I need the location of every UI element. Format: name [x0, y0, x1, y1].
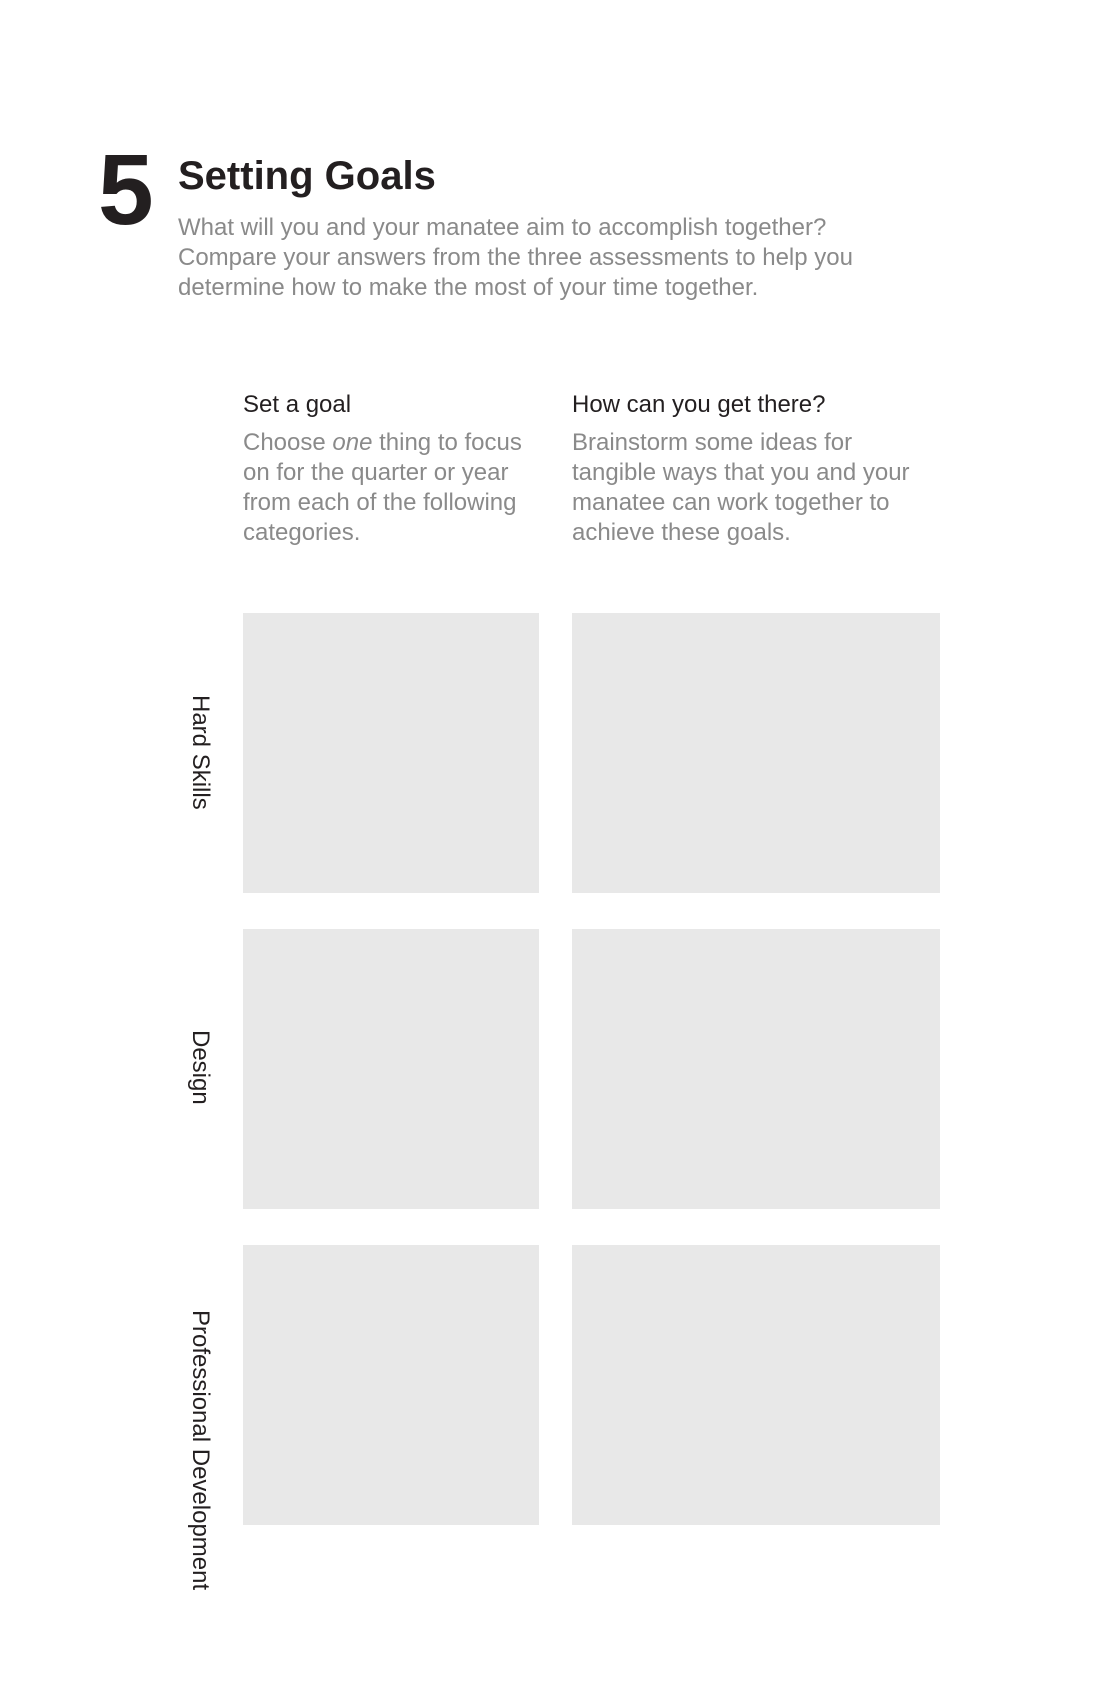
path-box-hard-skills[interactable] [572, 613, 940, 893]
goal-column-description [243, 428, 543, 548]
row-label-design: Design [187, 1030, 214, 1105]
section-number: 5 [98, 134, 152, 246]
section-title: Setting Goals [178, 154, 436, 198]
section-intro: What will you and your manatee aim to accomplish together? Compare your answers from the three assessments to help you determine how to make the most of your time together. [178, 214, 853, 301]
path-column-description: Brainstorm some ideas for tangible ways that you and your manatee can work together to achieve these goals. [572, 429, 910, 546]
goal-box-professional-development[interactable] [243, 1245, 539, 1525]
path-column-heading: How can you get there? [572, 391, 826, 418]
path-box-design[interactable] [572, 929, 940, 1209]
goal-box-design[interactable] [243, 929, 539, 1209]
goal-desc-emphasis: one [332, 429, 373, 456]
goal-box-hard-skills[interactable] [243, 613, 539, 893]
row-label-professional-development: Professional Development [187, 1310, 214, 1591]
goal-desc-before: Choose [243, 429, 333, 456]
path-box-professional-development[interactable] [572, 1245, 940, 1525]
row-label-hard-skills: Hard Skills [187, 695, 214, 810]
goal-desc-after: thing to focus on for the quarter or year from each of the following categories. [243, 429, 522, 546]
goal-column-heading: Set a goal [243, 391, 352, 418]
